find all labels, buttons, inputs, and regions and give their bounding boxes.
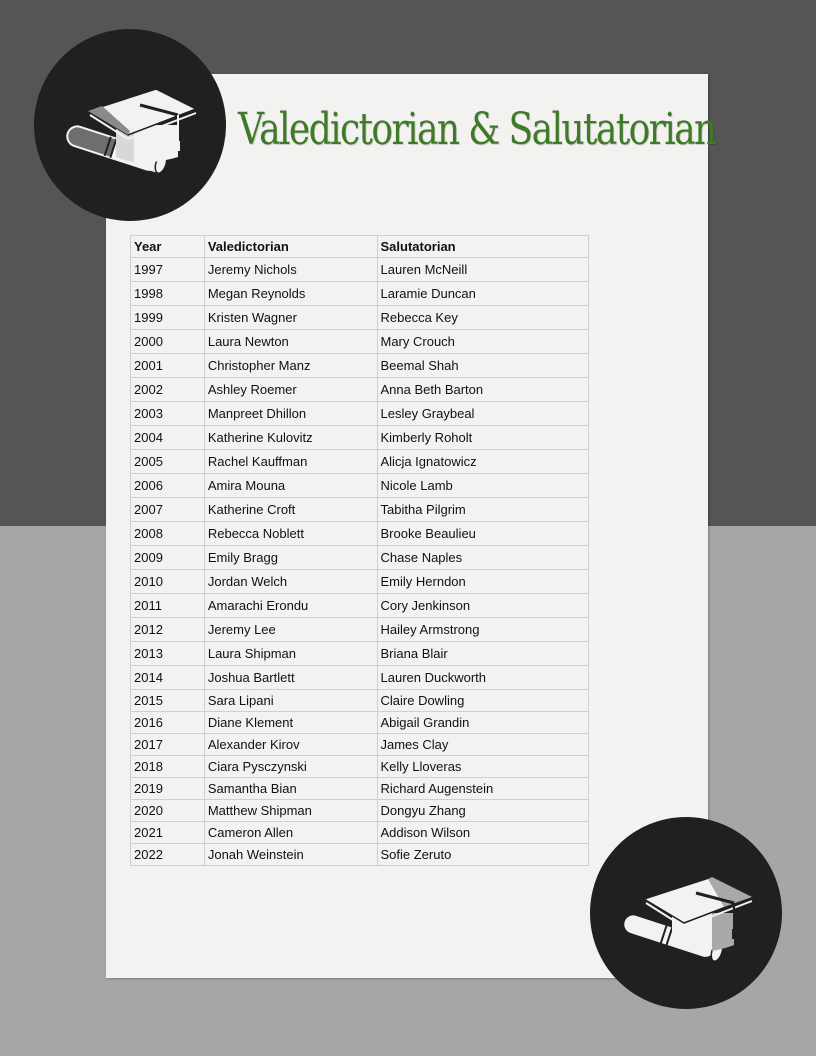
valedictorian-cell: Jeremy Nichols — [204, 258, 377, 282]
year-cell: 1999 — [131, 306, 205, 330]
table-row — [131, 258, 589, 282]
salutatorian-cell: Beemal Shah — [377, 354, 589, 378]
valedictorian-cell: Amira Mouna — [204, 474, 377, 498]
year-cell: 1998 — [131, 282, 205, 306]
valedictorian-cell: Christopher Manz — [204, 354, 377, 378]
year-cell: 2021 — [131, 822, 205, 844]
salutatorian-cell: Nicole Lamb — [377, 474, 589, 498]
table-row — [131, 712, 589, 734]
valedictorian-cell: Cameron Allen — [204, 822, 377, 844]
salutatorian-cell: Anna Beth Barton — [377, 378, 589, 402]
valedictorian-cell: Manpreet Dhillon — [204, 402, 377, 426]
year-cell: 2012 — [131, 618, 205, 642]
year-cell: 2019 — [131, 778, 205, 800]
year-cell: 2009 — [131, 546, 205, 570]
table-row — [131, 378, 589, 402]
year-cell: 2018 — [131, 756, 205, 778]
valedictorian-cell: Ciara Pysczynski — [204, 756, 377, 778]
header-year: Year — [131, 236, 205, 258]
year-cell: 2008 — [131, 522, 205, 546]
year-cell: 2005 — [131, 450, 205, 474]
salutatorian-cell: Brooke Beaulieu — [377, 522, 589, 546]
table-row — [131, 734, 589, 756]
year-cell: 2022 — [131, 844, 205, 866]
year-cell: 2014 — [131, 666, 205, 690]
salutatorian-cell: Laramie Duncan — [377, 282, 589, 306]
valedictorian-cell: Samantha Bian — [204, 778, 377, 800]
valedictorian-cell: Katherine Croft — [204, 498, 377, 522]
table-row — [131, 618, 589, 642]
salutatorian-cell: Hailey Armstrong — [377, 618, 589, 642]
valedictorian-cell: Diane Klement — [204, 712, 377, 734]
table-row — [131, 690, 589, 712]
valedictorian-cell: Kristen Wagner — [204, 306, 377, 330]
year-cell: 2004 — [131, 426, 205, 450]
table-row — [131, 330, 589, 354]
valedictorian-cell: Jordan Welch — [204, 570, 377, 594]
table-row — [131, 354, 589, 378]
year-cell: 2007 — [131, 498, 205, 522]
salutatorian-cell: Alicja Ignatowicz — [377, 450, 589, 474]
table-row — [131, 666, 589, 690]
valedictorian-cell: Alexander Kirov — [204, 734, 377, 756]
salutatorian-cell: Cory Jenkinson — [377, 594, 589, 618]
table-row — [131, 844, 589, 866]
table-header-row — [131, 236, 589, 258]
year-cell: 2001 — [131, 354, 205, 378]
table-row — [131, 546, 589, 570]
valedictorian-cell: Laura Shipman — [204, 642, 377, 666]
valedictorian-cell: Ashley Roemer — [204, 378, 377, 402]
valedictorian-cell: Jeremy Lee — [204, 618, 377, 642]
graduation-cap-diploma-icon — [34, 29, 226, 221]
salutatorian-cell: Claire Dowling — [377, 690, 589, 712]
valedictorian-cell: Matthew Shipman — [204, 800, 377, 822]
table-row — [131, 800, 589, 822]
salutatorian-cell: Emily Herndon — [377, 570, 589, 594]
table-row — [131, 594, 589, 618]
valedictorian-cell: Sara Lipani — [204, 690, 377, 712]
table-row — [131, 822, 589, 844]
year-cell: 2010 — [131, 570, 205, 594]
table-row — [131, 474, 589, 498]
table-row — [131, 570, 589, 594]
page-title: Valedictorian & Salutatorian — [238, 104, 716, 155]
table-row — [131, 522, 589, 546]
valedictorian-cell: Emily Bragg — [204, 546, 377, 570]
salutatorian-cell: Richard Augenstein — [377, 778, 589, 800]
table-row — [131, 282, 589, 306]
year-cell: 2015 — [131, 690, 205, 712]
valedictorian-cell: Megan Reynolds — [204, 282, 377, 306]
salutatorian-cell: Addison Wilson — [377, 822, 589, 844]
header-valedictorian: Valedictorian — [204, 236, 377, 258]
year-cell: 2000 — [131, 330, 205, 354]
salutatorian-cell: Abigail Grandin — [377, 712, 589, 734]
year-cell: 2020 — [131, 800, 205, 822]
year-cell: 2002 — [131, 378, 205, 402]
graduation-cap-diploma-icon — [590, 817, 782, 1009]
year-cell: 1997 — [131, 258, 205, 282]
salutatorian-cell: Dongyu Zhang — [377, 800, 589, 822]
valedictorian-cell: Laura Newton — [204, 330, 377, 354]
salutatorian-cell: James Clay — [377, 734, 589, 756]
salutatorian-cell: Lesley Graybeal — [377, 402, 589, 426]
year-cell: 2006 — [131, 474, 205, 498]
salutatorian-cell: Briana Blair — [377, 642, 589, 666]
table-row — [131, 402, 589, 426]
year-cell: 2016 — [131, 712, 205, 734]
salutatorian-cell: Mary Crouch — [377, 330, 589, 354]
valedictorian-cell: Rebecca Noblett — [204, 522, 377, 546]
salutatorian-cell: Lauren Duckworth — [377, 666, 589, 690]
salutatorian-cell: Chase Naples — [377, 546, 589, 570]
year-cell: 2011 — [131, 594, 205, 618]
valedictorian-cell: Amarachi Erondu — [204, 594, 377, 618]
valedictorian-cell: Rachel Kauffman — [204, 450, 377, 474]
year-cell: 2017 — [131, 734, 205, 756]
valedictorian-cell: Joshua Bartlett — [204, 666, 377, 690]
salutatorian-cell: Lauren McNeill — [377, 258, 589, 282]
salutatorian-cell: Rebecca Key — [377, 306, 589, 330]
table-row — [131, 498, 589, 522]
year-cell: 2003 — [131, 402, 205, 426]
table-row — [131, 306, 589, 330]
table-row — [131, 450, 589, 474]
salutatorian-cell: Kimberly Roholt — [377, 426, 589, 450]
header-salutatorian: Salutatorian — [377, 236, 589, 258]
salutatorian-cell: Sofie Zeruto — [377, 844, 589, 866]
salutatorian-cell: Kelly Lloveras — [377, 756, 589, 778]
year-cell: 2013 — [131, 642, 205, 666]
table-row — [131, 756, 589, 778]
table-row — [131, 426, 589, 450]
table-row — [131, 642, 589, 666]
table-row — [131, 778, 589, 800]
honors-table — [130, 235, 589, 866]
valedictorian-cell: Katherine Kulovitz — [204, 426, 377, 450]
valedictorian-cell: Jonah Weinstein — [204, 844, 377, 866]
salutatorian-cell: Tabitha Pilgrim — [377, 498, 589, 522]
